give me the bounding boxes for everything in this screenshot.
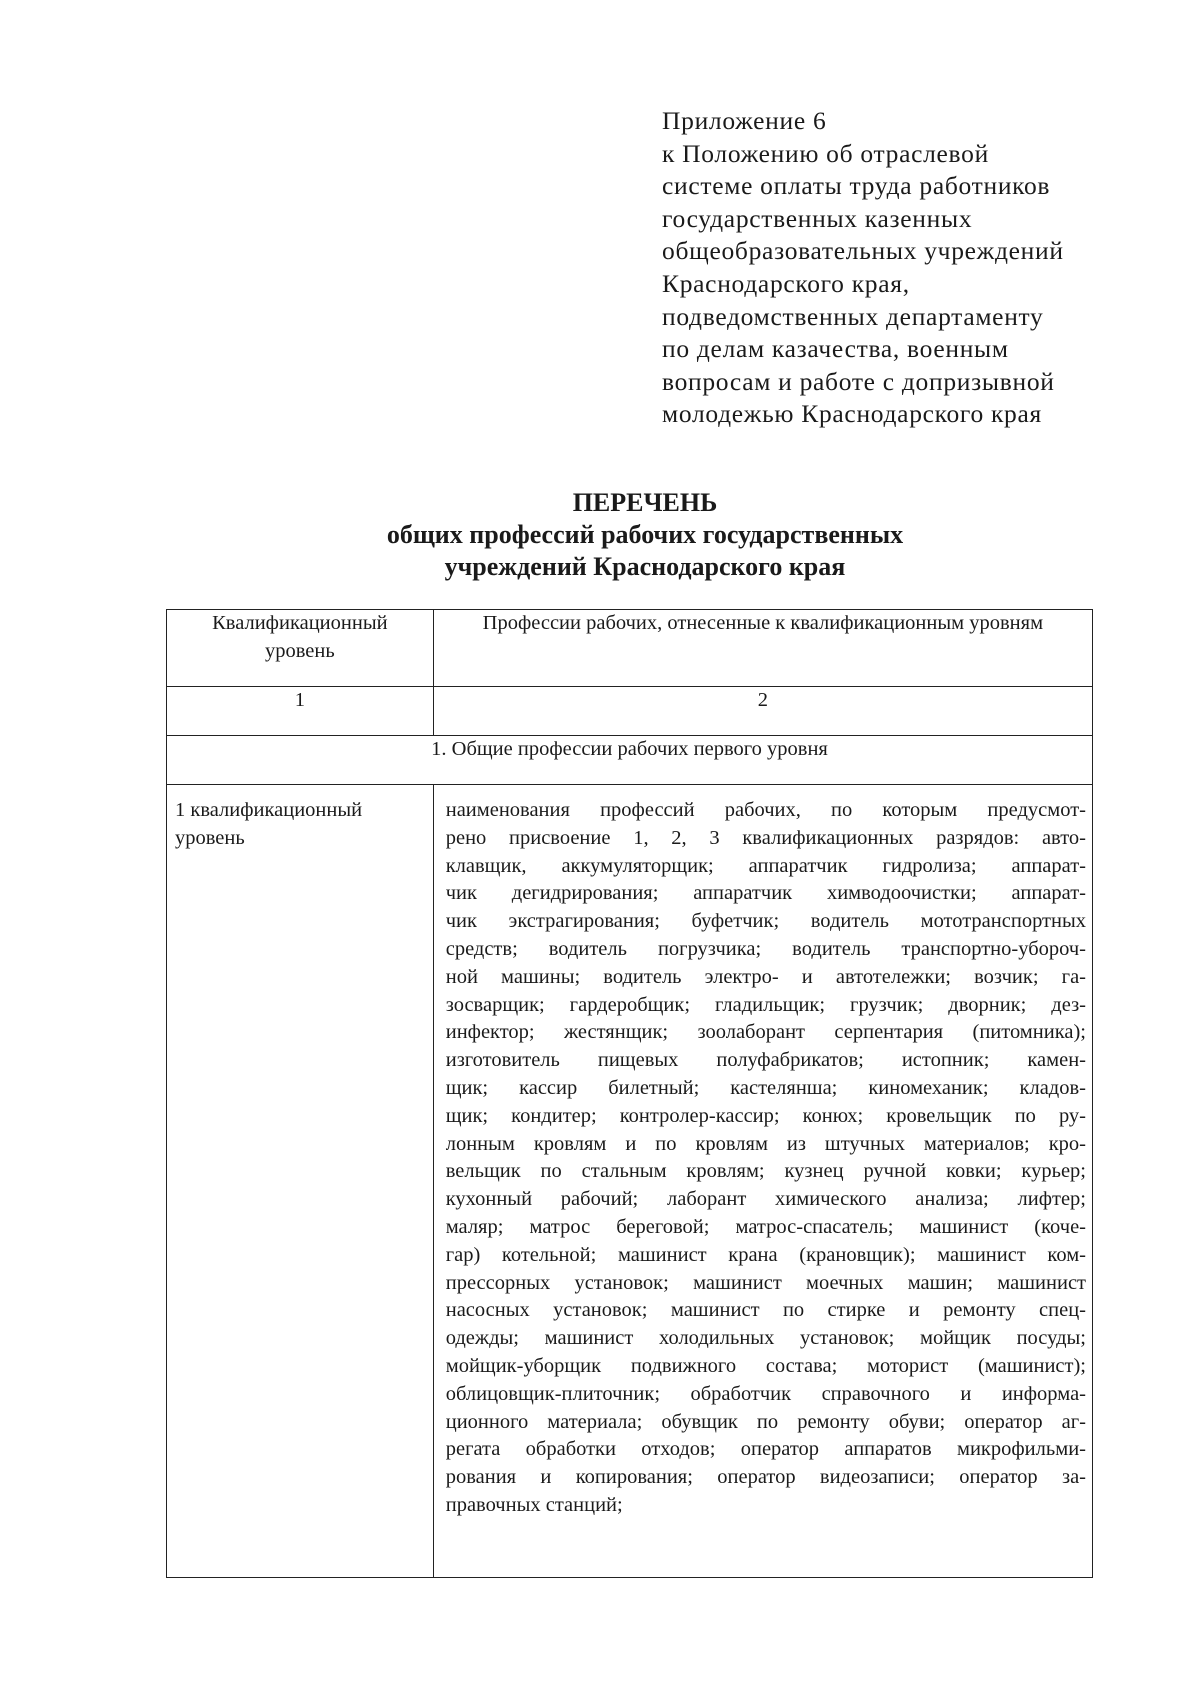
column-numbers-row [167,687,1093,736]
professions-line: кухонный рабочий; лаборант химического анализа; лифтер; [445,1188,1086,1211]
professions-line: маляр; матрос береговой; матрос-спасатель; машинист (коче- [445,1215,1086,1238]
professions-line: ционного материала; обувщик по ремонту обуви; оператор аг- [445,1410,1086,1433]
professions-line: насосных установок; машинист по стирке и ремонту спец- [445,1299,1086,1322]
table-row [167,785,1093,1578]
professions-line: мойщик-уборщик подвижного состава; моторист (машинист); [445,1354,1086,1377]
professions-text [446,797,1086,1520]
professions-line: изготовитель пищевых полуфабрикатов; истопник; камен- [445,1049,1086,1072]
professions-line: ной машины; водитель электро- и автотележки; возчик; га- [445,965,1086,988]
professions-line: рено присвоение 1, 2, 3 квалификационных разрядов: авто- [445,826,1086,849]
level-cell: 1 квалификационный уровень [167,785,434,1578]
column-number-cell: 1 [167,687,434,736]
document-subtitle-line: учреждений Краснодарского края [444,552,846,581]
column-number-cell: 2 [433,687,1092,736]
professions-line: облицовщик-плиточник; обработчик справочного и информа- [445,1382,1086,1405]
header-level-text: Квалификационный уровень [212,612,388,662]
professions-line: регата обработки отходов; оператор аппаратов микрофильми- [445,1438,1086,1461]
appendix-line: системе оплаты труда работников [662,171,1051,201]
appendix-line: Приложение 6 [662,106,827,135]
professions-line: инфектор; жестянщик; зоолаборант серпентария (питомника); [445,1021,1086,1044]
appendix-line: вопросам и работе с допризывной [662,366,1055,396]
appendix-line: Краснодарского края, [662,268,910,298]
professions-cell [433,785,1092,1578]
professions-line: лонным кровлям и по кровлям из штучных материалов; кро- [445,1132,1086,1155]
professions-line: наименования профессий рабочих, по которым предусмот- [445,799,1086,821]
professions-line: зосварщик; гардеробщик; гладильщик; грузчик; дворник; дез- [445,993,1086,1016]
header-professions-text: Профессии рабочих, отнесенные к квалификационным уровням [482,612,1044,634]
header-cell-level [167,610,434,687]
appendix-reference [662,105,1182,431]
professions-line: клавщик, аккумуляторщик; аппаратчик гидролиза; аппарат- [445,854,1086,877]
professions-table [166,609,1093,1578]
professions-line: одежды; машинист холодильных установок; мойщик посуды; [445,1327,1086,1350]
professions-line: щик; кондитер; контролер-кассир; конюх; кровельщик по ру- [445,1104,1086,1127]
professions-line: щик; кассир билетный; кастелянша; киномеханик; кладов- [445,1076,1086,1099]
section-row [167,736,1093,785]
professions-line: чик экстрагирования; буфетчик; водитель мототранспортных [445,910,1086,933]
appendix-line: к Положению об отраслевой [662,138,989,168]
appendix-line: подведомственных департаменту [662,301,1044,331]
document-title: ПЕРЕЧЕНЬ [572,488,718,517]
appendix-line: по делам казачества, военным [662,334,1009,364]
appendix-line: общеобразовательных учреждений [662,236,1064,266]
section-title: 1. Общие профессии рабочих первого уровня [167,736,1093,785]
professions-line: прессорных установок; машинист моечных машин; машинист [445,1271,1086,1294]
professions-line: рования и копирования; оператор видеозаписи; оператор за- [445,1466,1086,1489]
table-header-row [167,610,1093,687]
document-heading [0,487,1200,583]
appendix-line: молодежью Краснодарского края [662,399,1042,429]
professions-line: средств; водитель погрузчика; водитель транспортно-убороч- [445,937,1086,960]
professions-line: правочных станций; [445,1493,623,1516]
header-cell-professions [433,610,1092,687]
professions-line: вельщик по стальным кровлям; кузнец ручной ковки; курьер; [445,1160,1086,1183]
professions-line: чик дегидрирования; аппаратчик химводоочистки; аппарат- [445,882,1086,905]
professions-line: гар) котельной; машинист крана (крановщик); машинист ком- [445,1243,1086,1266]
appendix-line: государственных казенных [662,203,973,233]
document-subtitle-line: общих профессий рабочих государственных [386,520,904,549]
